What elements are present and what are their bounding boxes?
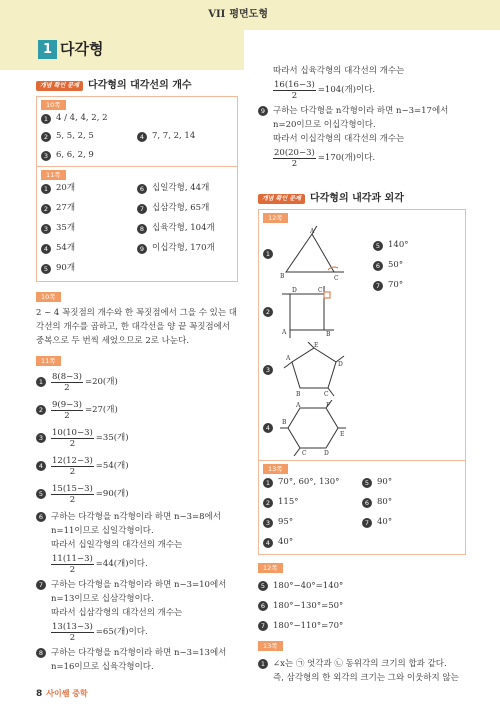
heading-diagonals	[36, 78, 238, 94]
solution-line: 3 $\frac{10(10-3)}{2}$ =35(개)	[36, 428, 238, 449]
answer-box-angles	[258, 209, 466, 555]
svg-text:B: B	[282, 419, 287, 426]
answer-row: 9 이십각형, 170개	[137, 242, 233, 256]
svg-text:A: A	[286, 355, 291, 362]
svg-text:B: B	[296, 391, 301, 398]
page-tag: 11쪽	[36, 356, 61, 366]
answer-row: 2 5, 5, 2, 5	[41, 130, 137, 144]
answer-row: 4 7, 7, 2, 14	[137, 130, 233, 144]
answer-row: 2 27개	[41, 202, 137, 216]
solution-line: 4 $\frac{12(12-3)}{2}$ =54(개)	[36, 456, 238, 477]
solution-line: $\frac{16(16-3)}{2}$ =104(개)이다.	[274, 80, 376, 101]
answer-row: 6 십일각형, 44개	[137, 182, 233, 196]
hexagon-figure	[278, 400, 348, 456]
left-column	[36, 78, 238, 674]
answer-row: 2 115°	[263, 496, 362, 510]
answer-row: 3 95°	[263, 516, 362, 530]
answer-row: 6 80°	[362, 496, 461, 510]
page-tag: 11쪽	[41, 170, 66, 180]
divider	[259, 460, 465, 461]
answer-row: 1 20개	[41, 182, 137, 196]
page-tag: 13쪽	[258, 641, 283, 651]
svg-text:E: E	[314, 342, 319, 349]
pentagon-figure	[278, 342, 348, 398]
solution-line: 2 $\frac{9(9-3)}{2}$ =27(개)	[36, 400, 238, 421]
figure-row: 3 E A D B C	[263, 341, 461, 399]
svg-text:B: B	[280, 273, 285, 280]
concept-tag: 개념 확인 문제	[258, 194, 305, 204]
solution-line: 9 구하는 다각형을 n각형이라 하면 n−3=17에서 n=20이므로 이십각형이다.	[258, 104, 466, 132]
svg-text:C: C	[318, 287, 323, 294]
solution-line: 1 ∠x는 ㉠ 엇각과 ㉡ 동위각의 크기의 합과 같다.	[258, 657, 466, 671]
explanation-10	[36, 292, 238, 348]
explanation-11: 11쪽 1 $\frac{8(8-3)}{2}$ =20(개) 2 $\frac{9(9-3)}{2}$ =27(개) 3 $\frac{10(10-3)}{2}$ =35(개) 4 $\frac{12(12-3)}{2}$ =54(개) 5 $\frac{15(15-3)}{2}$ =90(개) 6 구하는 다각형을 n각형이라 하면 n−3=8에서 n=11이므로 십일각형이다. 따라서 십일각형의 대각선의 개수는 $\frac{11(11-3)}{2}$ =44(개)이다. 7 구하는 다각형을 n각형이라 하면 n−3=10에서 n=13이므로 십삼각형이다. 따라서 십삼각형의 대각선의 개수는 $\frac{13(13-3)}{2}$ =65(개)이다. 8 구하는 다각형을 n각형이라 하면 n−3=13에서 n=16이므로 십육각형이다.	[36, 356, 238, 673]
heading-title: 다각형의 대각선의 개수	[87, 80, 192, 92]
answer-row: 3 35개	[41, 222, 137, 236]
svg-text:A: A	[296, 402, 301, 409]
title-band	[0, 30, 244, 70]
answer-row: 1 4 / 4, 4, 2, 2	[41, 112, 233, 126]
right-column: 따라서 십육각형의 대각선의 개수는 $\frac{16(16-3)}{2}$ =104(개)이다. 9 구하는 다각형을 n각형이라 하면 n−3=17에서 n=20이므로 이십각형이다. 따라서 이십각형의 대각선의 개수는 $\frac{20(20-3)}{2}$ =170(개)이다. 개념 확인 문제 다각형의 내각과 외각 12쪽 1 A B C 2 D C A B 3 E A D B C 4 A F B E C D 5 140° 6 50° 7 70° 13쪽 1 70°, 60°, 130° 5 90° 2 115° 6 80° 3 95° 7 40° 4 40° 12쪽 5 180°−40°=140° 6 180°−130°=50° 7 180°−110°=70° 13쪽 1 ∠x는 ㉠ 엇각과 ㉡ 동위각의 크기의 합과 같다. 즉, 삼각형의 한 외각의 크기는 그와 이웃하지 않는	[258, 64, 466, 685]
solution-line: 7 구하는 다각형을 n각형이라 하면 n−3=10에서 n=13이므로 십삼각형이다.	[36, 578, 238, 606]
svg-text:D: D	[338, 361, 343, 368]
page-tag: 12쪽	[263, 213, 288, 223]
concept-tag: 개념 확인 문제	[36, 81, 83, 91]
solution-line: $\frac{13(13-3)}{2}$ =65(개)이다.	[52, 621, 148, 643]
page-number: 8	[36, 689, 43, 699]
explanation-13: 13쪽 1 ∠x는 ㉠ 엇각과 ㉡ 동위각의 크기의 합과 같다. 즉, 삼각형의 한 외각의 크기는 그와 이웃하지 않는	[258, 641, 466, 684]
answer-row: 4 54개	[41, 242, 137, 256]
figure-row: 2 D C A B	[263, 283, 461, 341]
divider	[37, 166, 237, 167]
answer-row: 5 90개	[41, 262, 137, 276]
svg-text:D: D	[324, 450, 329, 456]
solution-line: 5 180°−40°=140°	[258, 579, 466, 593]
solution-line: 6 구하는 다각형을 n각형이라 하면 n−3=8에서 n=11이므로 십일각형이다.	[36, 510, 238, 538]
explanation-text: 2 ~ 4 꼭짓점의 개수와 한 꼭짓점에서 그을 수 있는 대각선의 개수를 곱하고, 한 대각선을 양 끝 꼭짓점에서 중복으로 두 번씩 세었으므로 2로 나눈다.	[36, 308, 237, 347]
page-tag: 12쪽	[258, 563, 283, 573]
svg-text:F: F	[326, 402, 331, 409]
answer-box-diagonals	[36, 96, 238, 282]
solution-line: 8 구하는 다각형을 n각형이라 하면 n−3=13에서 n=16이므로 십육각형이다.	[36, 646, 238, 674]
page-tag: 13쪽	[263, 464, 288, 474]
solution-line: 5 $\frac{15(15-3)}{2}$ =90(개)	[36, 484, 238, 505]
svg-text:A: A	[310, 228, 315, 235]
section-number: 1	[38, 40, 57, 59]
svg-text:A: A	[282, 329, 287, 336]
solution-line: 6 180°−130°=50°	[258, 599, 466, 613]
angle-answers	[373, 239, 408, 299]
answer-row: 5 90°	[362, 476, 461, 490]
figure-row: 1 A B C	[263, 225, 461, 283]
figure-row: 4 A F B E C D	[263, 399, 461, 457]
explanation-12	[258, 563, 466, 633]
answer-row: 5 140°	[373, 239, 408, 253]
svg-text:B: B	[326, 331, 331, 338]
solution-line: 1 $\frac{8(8-3)}{2}$ =20(개)	[36, 372, 238, 393]
answer-row: 7 70°	[373, 279, 408, 293]
page-tag: 10쪽	[41, 100, 66, 110]
heading-title: 다각형의 내각과 외각	[309, 193, 404, 205]
svg-text:D: D	[292, 287, 297, 294]
answer-row: 4 40°	[263, 536, 362, 550]
svg-text:C: C	[302, 450, 307, 456]
solution-line: $\frac{11(11-3)}{2}$ =44(개)이다.	[52, 553, 148, 575]
brand-label: 사이쌤 중학	[46, 689, 88, 698]
svg-text:C: C	[324, 391, 329, 398]
chapter-label: VII 평면도형	[208, 9, 268, 20]
page-footer	[36, 688, 88, 700]
svg-text:E: E	[340, 431, 345, 438]
section-title: 다각형	[60, 40, 104, 58]
solution-line: 7 180°−110°=70°	[258, 619, 466, 633]
quadrilateral-figure	[278, 284, 348, 340]
answer-row: 3 6, 6, 2, 9	[41, 149, 137, 163]
answer-row: 8 십육각형, 104개	[137, 222, 233, 236]
answer-row: 6 50°	[373, 259, 408, 273]
answer-row: 7 40°	[362, 516, 461, 530]
triangle-figure	[278, 226, 348, 282]
answer-row: 1 70°, 60°, 130°	[263, 476, 362, 490]
svg-text:C: C	[334, 275, 339, 282]
heading-angles	[258, 191, 466, 207]
answer-row: 7 십삼각형, 65개	[137, 202, 233, 216]
solution-line: $\frac{20(20-3)}{2}$ =170(개)이다.	[274, 148, 376, 169]
page-tag: 10쪽	[36, 292, 61, 302]
